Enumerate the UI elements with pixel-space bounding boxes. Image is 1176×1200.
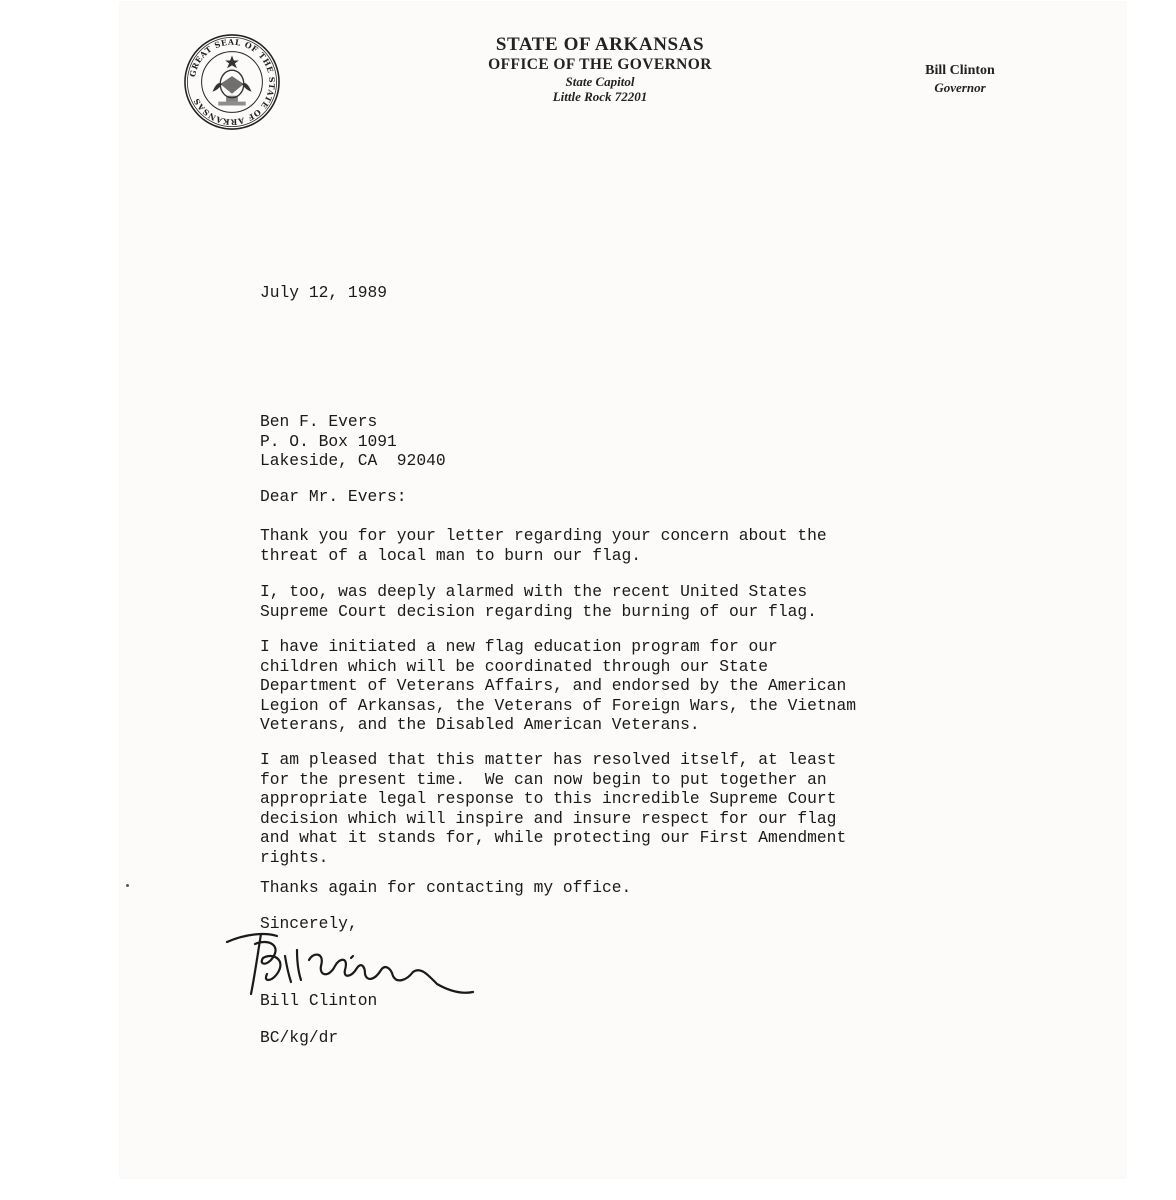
reference-initials: BC/kg/dr bbox=[260, 1028, 339, 1047]
letter-date: July 12, 1989 bbox=[260, 283, 388, 302]
letterhead-address-1: State Capitol bbox=[565, 74, 635, 89]
state-seal-icon bbox=[183, 33, 281, 131]
governor-block bbox=[890, 62, 1030, 96]
recipient-address-2: Lakeside, CA 92040 bbox=[260, 451, 446, 470]
closing: Sincerely, bbox=[260, 914, 358, 933]
paper-speck bbox=[126, 884, 129, 887]
paragraph-1: Thank you for your letter regarding your concern about the threat of a local man to burn our flag. bbox=[260, 526, 827, 565]
governor-name: Bill Clinton bbox=[925, 63, 995, 78]
paragraph-5: Thanks again for contacting my office. bbox=[260, 878, 632, 897]
governor-title: Governor bbox=[934, 80, 986, 95]
signer-name: Bill Clinton bbox=[260, 991, 378, 1010]
letterhead-address-2: Little Rock 72201 bbox=[552, 89, 648, 104]
recipient-address-1: P. O. Box 1091 bbox=[260, 431, 397, 451]
paragraph-3: I have initiated a new flag education program for our children which will be coordinated through our State Department of Veterans Affairs, and endorsed by the American Legion of Arkansas, the Veterans of Foreign Wars, the Vietnam Veterans, and the Disabled American Veterans. bbox=[260, 637, 856, 734]
salutation: Dear Mr. Evers: bbox=[260, 487, 407, 506]
paragraph-2: I, too, was deeply alarmed with the recent United States Supreme Court decision regarding the burning of our flag. bbox=[260, 582, 817, 621]
recipient-name: Ben F. Evers bbox=[260, 412, 378, 431]
svg-text:GREAT SEAL OF THE STATE OF ARK: GREAT SEAL OF THE STATE OF ARKANSAS bbox=[188, 37, 277, 127]
letterhead-state: STATE OF ARKANSAS bbox=[495, 34, 705, 55]
letterhead bbox=[420, 34, 780, 104]
paragraph-4: I am pleased that this matter has resolved itself, at least for the present time. We can now begin to put together an appropriate legal response to this incredible Supreme Court decision which will inspire and insure respect for our flag and what it stands for, while protecting our First Amendment rights. bbox=[260, 750, 847, 867]
letterhead-office: OFFICE OF THE GOVERNOR bbox=[488, 56, 712, 73]
